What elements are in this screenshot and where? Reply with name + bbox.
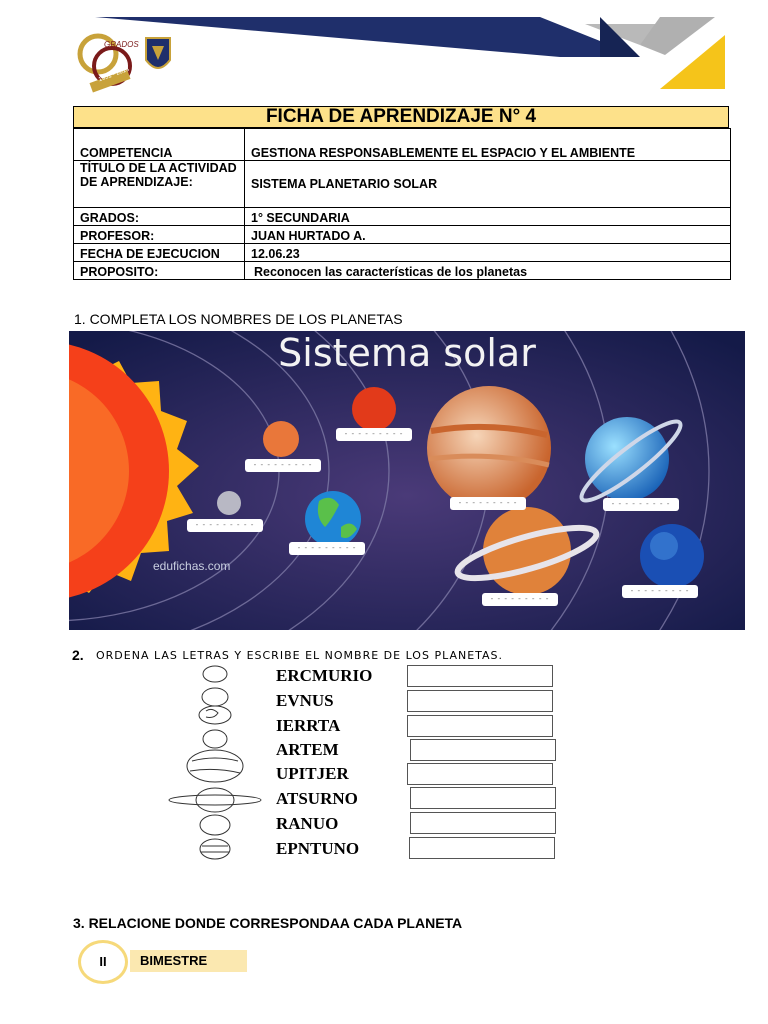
scrambled-word: ATSURNO — [276, 789, 358, 808]
info-row-profesor — [74, 226, 731, 244]
planet-drawings — [160, 663, 270, 863]
school-logo — [76, 24, 180, 100]
watermark: edufichas.com — [153, 559, 231, 573]
answer-box[interactable] — [410, 739, 556, 761]
info-row-grados — [74, 208, 731, 226]
question-3-prompt: 3. RELACIONE DONDE CORRESPONDAA CADA PLANETA — [73, 915, 463, 931]
question-2-prompt: ORDENA LAS LETRAS Y ESCRIBE EL NOMBRE DE LOS PLANETAS. — [96, 649, 504, 662]
logo-years: 1951 - 2013 — [97, 66, 131, 84]
info-key: PROFESOR: — [74, 226, 245, 244]
worksheet-title: FICHA DE APRENDIZAJE N° 4 — [73, 106, 729, 128]
info-value: GESTIONA RESPONSABLEMENTE EL ESPACIO Y EL AMBIENTE — [245, 129, 731, 161]
info-key: GRADOS: — [74, 208, 245, 226]
answer-box[interactable] — [407, 665, 553, 687]
scrambled-word: ERCMURIO — [276, 666, 373, 685]
solar-system-illustration — [69, 331, 745, 630]
scrambled-word: EPNTUNO — [276, 839, 360, 858]
info-key: PROPOSITO: — [74, 262, 245, 280]
planet-blank-mercury[interactable]: - - - - - - - - - — [187, 519, 263, 532]
info-value: 12.06.23 — [245, 244, 731, 262]
scrambled-word: UPITJER — [276, 764, 349, 783]
scramble-exercise — [160, 663, 560, 863]
info-key: FECHA DE EJECUCION — [74, 244, 245, 262]
answer-box[interactable] — [407, 690, 553, 712]
answer-box[interactable] — [410, 787, 556, 809]
info-key: COMPETENCIA — [74, 129, 245, 161]
info-row-titulo — [74, 161, 731, 208]
logo-text: GRADOS — [104, 40, 139, 49]
answer-box[interactable] — [409, 837, 555, 859]
term-label: BIMESTRE — [130, 950, 247, 972]
answer-box[interactable] — [407, 763, 553, 785]
info-row-proposito — [74, 262, 731, 280]
info-value: 1° SECUNDARIA — [245, 208, 731, 226]
planet-blank-earth[interactable]: - - - - - - - - - — [289, 542, 365, 555]
planet-blank-venus[interactable]: - - - - - - - - - — [245, 459, 321, 472]
term-number-badge: II — [78, 940, 128, 984]
scrambled-word: RANUO — [276, 814, 339, 833]
info-row-fecha — [74, 244, 731, 262]
info-value: SISTEMA PLANETARIO SOLAR — [245, 161, 731, 208]
question-1-prompt: 1. COMPLETA LOS NOMBRES DE LOS PLANETAS — [74, 311, 403, 327]
planet-blank-mars[interactable]: - - - - - - - - - — [336, 428, 412, 441]
answer-box[interactable] — [410, 812, 556, 834]
planet-blank-jupiter[interactable]: - - - - - - - - - — [450, 497, 526, 510]
scrambled-word: IERRTA — [276, 716, 341, 735]
planet-blank-neptune[interactable]: - - - - - - - - - — [622, 585, 698, 598]
info-row-competencia — [74, 129, 731, 161]
scrambled-word: EVNUS — [276, 691, 334, 710]
info-key: TÍTULO DE LA ACTIVIDAD DE APRENDIZAJE: — [74, 161, 245, 208]
planet-blank-saturn[interactable]: - - - - - - - - - — [482, 593, 558, 606]
question-2-number: 2. — [72, 647, 84, 663]
scrambled-word: ARTEM — [276, 740, 339, 759]
info-value: Reconocen las características de los planetas — [245, 262, 731, 280]
info-value: JUAN HURTADO A. — [245, 226, 731, 244]
info-table — [73, 128, 731, 280]
planet-blank-uranus[interactable]: - - - - - - - - - — [603, 498, 679, 511]
illustration-title: Sistema solar — [278, 331, 536, 375]
answer-box[interactable] — [407, 715, 553, 737]
